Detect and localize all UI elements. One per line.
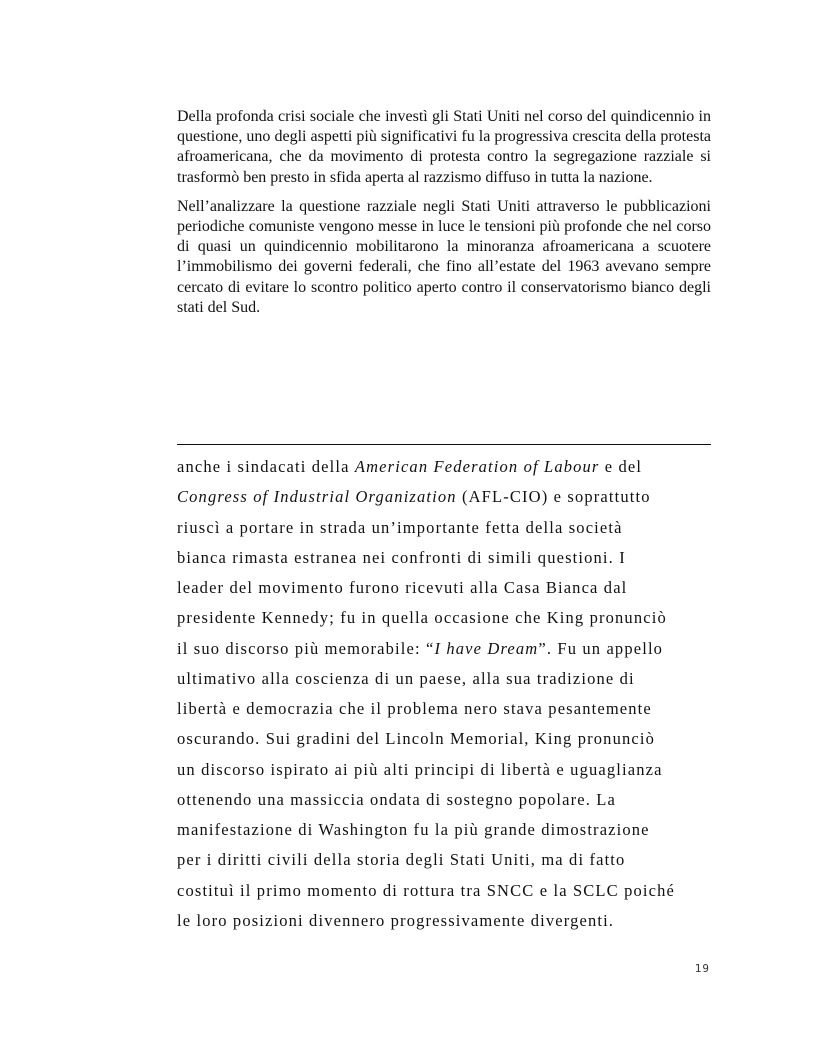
section-divider [177,444,711,445]
body-line: costituì il primo momento di rottura tra SNCC e la SCLC poiché [177,880,675,900]
abstract-section [177,107,711,327]
body-line: presidente Kennedy; fu in quella occasione che King pronunciò [177,608,667,628]
body-line: Congress of Industrial Organization (AFL-CIO) e soprattutto [177,487,651,507]
body-line: manifestazione di Washington fu la più grande dimostrazione [177,820,650,839]
body-line: bianca rimasta estranea nei confronti di simili questioni. I [177,547,626,567]
body-line: ultimativo alla coscienza di un paese, alla sua tradizione di [177,668,635,688]
body-line: per i diritti civili della storia degli Stati Uniti, ma di fatto [177,850,626,870]
body-line: anche i sindacati della American Federation of Labour e del [177,457,643,476]
body-line: le loro posizioni divennero progressivamente divergenti. [177,910,615,930]
body-line: ottenendo una massiccia ondata di sostegno popolare. La [177,789,616,809]
page-number: 19 [694,962,710,975]
body-text-section [177,452,722,936]
body-line: il suo discorso più memorabile: “I have Dream”. Fu un appello [177,638,664,658]
body-line: libertà e democrazia che il problema nero stava pesantemente [177,699,652,718]
abstract-paragraph-1: Della profonda crisi sociale che investì gli Stati Uniti nel corso del quindicennio in questione, uno degli aspetti più significativi fu la progressiva crescita della protesta afroamericana, che da movimento di protesta contro la segregazione razziale si trasformò ben presto in sfida aperta al razzismo diffuso in tutta la nazione. [177,108,711,186]
body-line: leader del movimento furono ricevuti alla Casa Bianca dal [177,578,628,597]
body-line: un discorso ispirato ai più alti principi di libertà e uguaglianza [177,759,663,779]
body-line: riuscì a portare in strada un’importante fetta della società [177,517,623,537]
body-line: oscurando. Sui gradini del Lincoln Memorial, King pronunciò [177,729,655,749]
abstract-paragraph-2: Nell’analizzare la questione razziale negli Stati Uniti attraverso le pubblicazioni periodiche comuniste vengono messe in luce le tensioni più profonde che nel corso di quasi un quindicennio mobilitarono la minoranza afroamericana a scuotere l’immobilismo dei governi federali, che fino all’estate del 1963 avevano sempre cercato di evitare lo scontro politico aperto contro il conservatorismo bianco degli stati del Sud. [177,197,711,316]
